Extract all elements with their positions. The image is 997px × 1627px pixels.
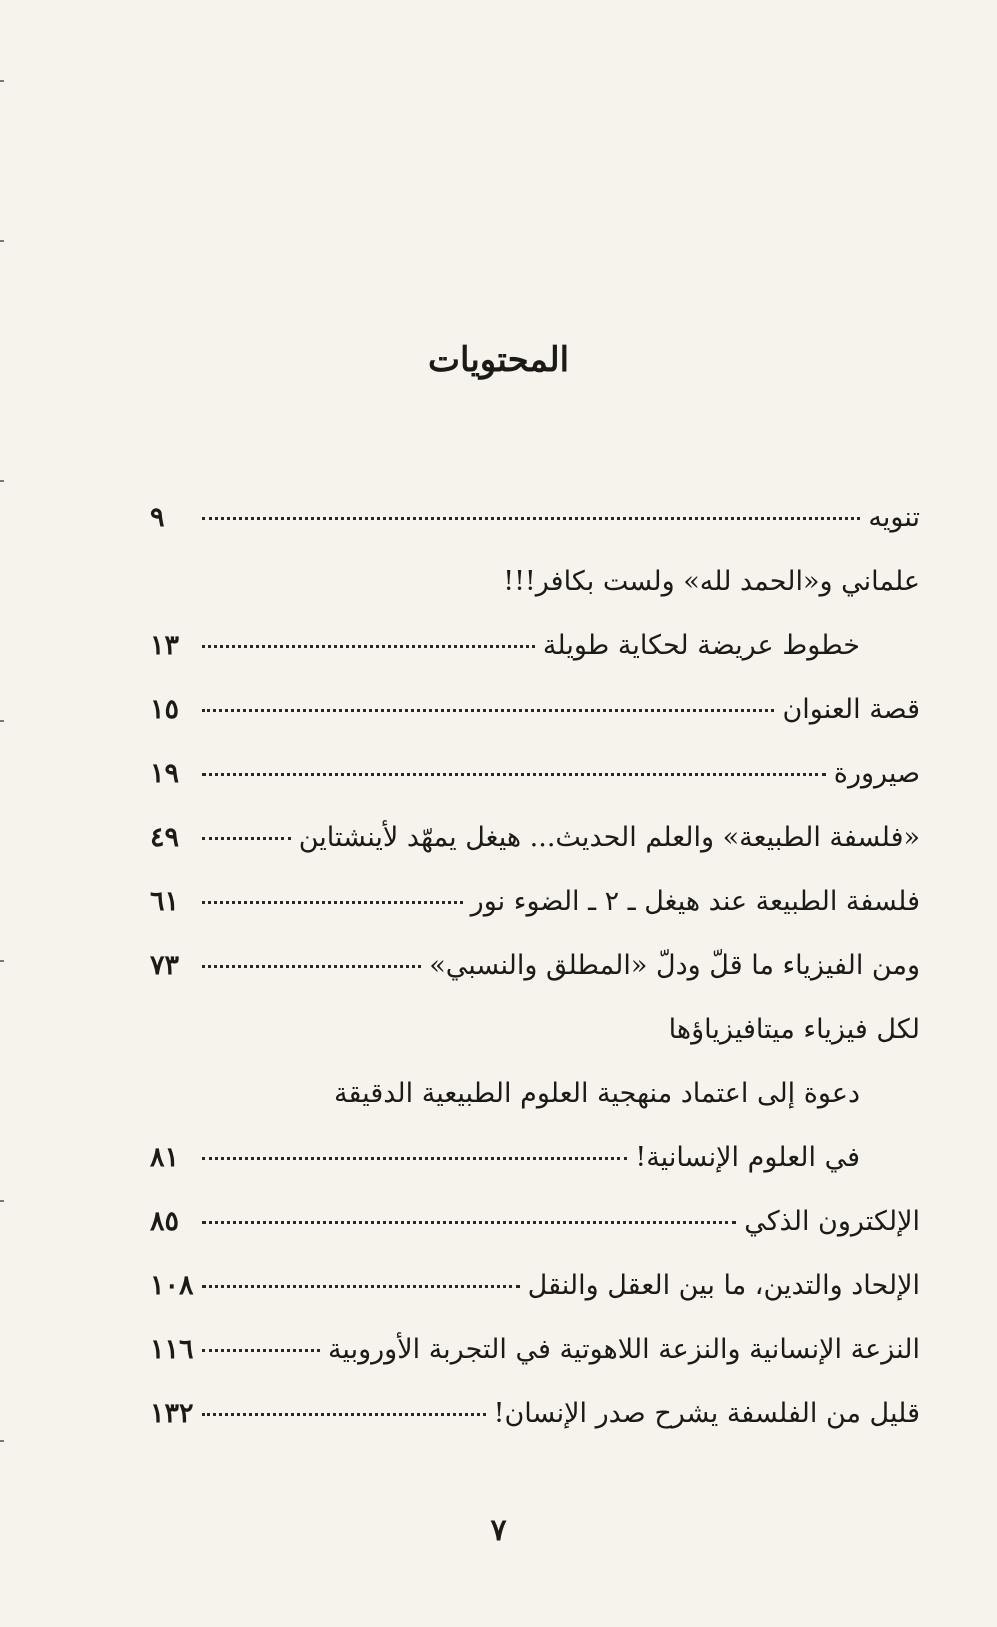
toc-entry-label: دعوة إلى اعتماد منهجية العلوم الطبيعية الدقيقة <box>334 1078 860 1109</box>
toc-entry-7 <box>150 886 920 950</box>
scan-edge-mark <box>0 720 4 722</box>
toc-entry-page: ٤٩ <box>150 822 180 853</box>
toc-entry-label: ومن الفيزياء ما قلّ ودلّ «المطلق والنسبي» <box>429 950 920 981</box>
table-of-contents <box>150 502 920 1462</box>
toc-entry-label: النزعة الإنسانية والنزعة اللاهوتية في التجربة الأوروبية <box>327 1334 920 1365</box>
dot-leader <box>202 709 774 712</box>
toc-entry-page: ٩ <box>150 502 165 533</box>
toc-entry-1 <box>150 502 920 566</box>
page-number: ٧ <box>490 1513 507 1548</box>
toc-entry-page: ٦١ <box>150 886 180 917</box>
page-title: المحتويات <box>427 340 570 380</box>
toc-entry-label: علماني و«الحمد لله» ولست بكافر!!! <box>503 566 920 597</box>
toc-entry-page: ١٩ <box>150 758 180 789</box>
scan-edge-mark <box>0 1200 4 1202</box>
toc-entry-3 <box>150 630 920 694</box>
toc-entry-label: صيرورة <box>833 758 920 789</box>
scan-edge-mark <box>0 240 4 242</box>
dot-leader <box>202 1285 520 1288</box>
toc-entry-page: ٧٣ <box>150 950 180 981</box>
toc-entry-page: ١٣ <box>150 630 180 661</box>
dot-leader <box>202 773 826 776</box>
toc-entry-9 <box>150 1014 920 1078</box>
toc-entry-2 <box>150 566 920 630</box>
toc-entry-label: تنويه <box>868 502 920 533</box>
toc-entry-5 <box>150 758 920 822</box>
toc-entry-page: ١٣٢ <box>150 1398 194 1429</box>
dot-leader <box>202 1349 320 1352</box>
toc-entry-12 <box>150 1206 920 1270</box>
dot-leader <box>202 1221 736 1224</box>
toc-entry-page: ٨١ <box>150 1142 180 1173</box>
dot-leader <box>202 1157 627 1160</box>
toc-entry-15 <box>150 1398 920 1462</box>
toc-entry-label: الإلحاد والتدين، ما بين العقل والنقل <box>527 1270 920 1301</box>
toc-entry-label: في العلوم الإنسانية! <box>635 1142 860 1173</box>
toc-entry-label: «فلسفة الطبيعة» والعلم الحديث... هيغل يمهّد لأينشتاين <box>298 822 920 853</box>
toc-entry-label: قليل من الفلسفة يشرح صدر الإنسان! <box>493 1398 920 1429</box>
toc-entry-11 <box>150 1142 920 1206</box>
dot-leader <box>202 645 535 648</box>
toc-entry-13 <box>150 1270 920 1334</box>
toc-entry-label: الإلكترون الذكي <box>744 1206 920 1237</box>
toc-entry-10 <box>150 1078 920 1142</box>
toc-entry-page: ١١٦ <box>150 1334 194 1365</box>
toc-entry-label: لكل فيزياء ميتافيزياؤها <box>668 1014 920 1045</box>
dot-leader <box>202 1413 486 1416</box>
scan-edge-mark <box>0 1440 4 1442</box>
toc-entry-label: خطوط عريضة لحكاية طويلة <box>542 630 860 661</box>
toc-entry-14 <box>150 1334 920 1398</box>
dot-leader <box>202 965 421 968</box>
dot-leader <box>202 901 463 904</box>
scan-edge-mark <box>0 480 4 482</box>
dot-leader <box>202 837 291 840</box>
toc-entry-page: ١٠٨ <box>150 1270 194 1301</box>
dot-leader <box>202 517 860 520</box>
toc-entry-label: فلسفة الطبيعة عند هيغل ـ ٢ ـ الضوء نور <box>470 886 920 917</box>
scan-edge-mark <box>0 960 4 962</box>
toc-entry-page: ٨٥ <box>150 1206 180 1237</box>
toc-entry-6 <box>150 822 920 886</box>
toc-entry-8 <box>150 950 920 1014</box>
toc-entry-4 <box>150 694 920 758</box>
toc-entry-page: ١٥ <box>150 694 180 725</box>
toc-entry-label: قصة العنوان <box>782 694 920 725</box>
scan-edge-mark <box>0 80 4 82</box>
